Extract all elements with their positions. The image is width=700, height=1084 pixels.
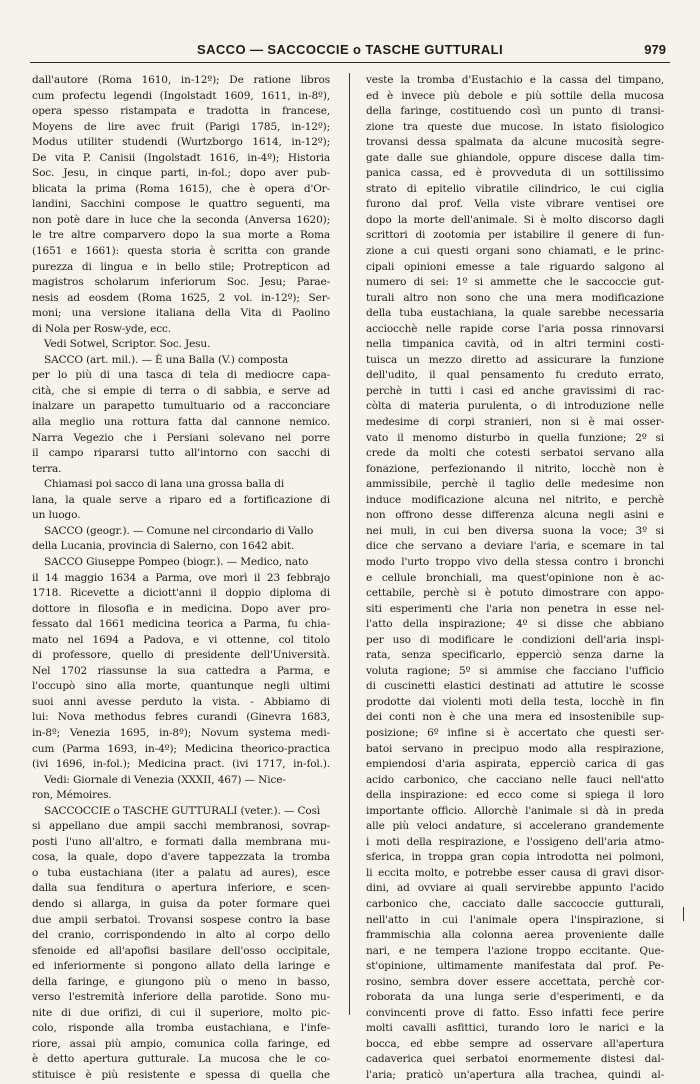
text-line: ed è invece più debole e più sottile della mucosa — [366, 89, 664, 102]
text-line: dottore in filosofia e in medicina. Dopo aver pro- — [32, 602, 330, 615]
text-line: o tuba eustachiana (iter a palatu ad aures), esce — [32, 866, 330, 879]
text-line: De vita P. Canisii (Ingolstadt 1616, in-4º); Historia — [32, 151, 330, 164]
text-line: perchè in tutti i casi ed anche gravissimi di rac- — [366, 384, 664, 397]
text-line: il campo ripararsi tutto all'intorno con sacchi di — [32, 447, 330, 460]
text-line: SACCO Giuseppe Pompeo (biogr.). — Medico, nato — [44, 555, 309, 568]
right-text-column — [366, 73, 664, 1081]
text-line: SACCOCCIE o TASCHE GUTTURALI (veter.). — Così — [44, 804, 321, 817]
text-line: un luogo. — [32, 509, 81, 522]
text-line: l'occupò sino alla morte, quantunque negli ultimi — [32, 680, 330, 693]
text-line: st'opinione, ultimamente manifestata dal prof. Pe- — [366, 960, 664, 973]
text-line: 1718. Ricevette a diciott'anni il doppio diploma di — [32, 587, 330, 600]
text-line: convincenti prove di fatto. Esso infatti fece perire — [366, 1006, 664, 1019]
text-line: in-8º; Venezia 1695, in-8º); Novum systema medi- — [32, 726, 330, 739]
text-line: nite di due orifizi, di cui il superiore, molto pic- — [32, 1006, 330, 1019]
text-line: colo, risponde alla tromba eustachiana, e l'infe- — [32, 1022, 330, 1035]
margin-mark — [683, 907, 684, 921]
text-line: due ampii serbatoi. Trovansi sospese contro la base — [32, 913, 330, 926]
text-line: opera spesso ristampata e tradotta in francese, — [32, 105, 330, 118]
text-line: dini, ad ovviare ai quali servirebbe appunto l'acido — [366, 882, 664, 895]
text-line: lui: Nova methodus febres curandi (Ginevra 1683, — [32, 711, 330, 724]
text-line: prodotte dai violenti moti della testa, locchè in fin — [366, 695, 664, 708]
text-line: alle più veloci andature, si accelerano grandemente — [366, 820, 664, 833]
text-line: cità, che si empie di terra o di sabbia, e serve ad — [32, 384, 330, 397]
text-line: non offrono desse differenza alcuna negli asini e — [366, 509, 664, 522]
text-line: l'atto della inspirazione; 4º si disse che abbiano — [366, 618, 664, 631]
text-line: cettabile, perchè si è potuto dimostrare con appo- — [366, 587, 664, 600]
text-line: frammischia alla colonna aerea proveniente dalle — [366, 929, 664, 942]
text-line: fonazione, perfezionando il nitrito, locchè non è — [366, 462, 664, 475]
text-line: Chiamasi poi sacco di lana una grossa balla di — [44, 478, 285, 491]
text-line: fessato dal 1661 medicina teorica a Parma, fu chia- — [32, 618, 330, 631]
text-line: cum (Parma 1693, in-4º); Medicina theorico-practica — [32, 742, 330, 755]
text-line: i moti della respirazione, e l'ossigeno dell'aria atmo- — [366, 835, 664, 848]
text-line: bocca, ed ebbe sempre ad osservare all'apertura — [366, 1037, 664, 1050]
text-line: cadaverica quei serbatoi enormemente distesi dal- — [366, 1053, 664, 1066]
text-line: il 14 maggio 1634 a Parma, ove morì il 23 febbrajo — [32, 571, 330, 584]
text-line: non potè dare in luce che la seconda (Anversa 1620); — [32, 213, 330, 226]
text-line: posizione; 6º infine si è accertato che questi ser- — [366, 726, 664, 739]
text-line: terra. — [32, 462, 62, 475]
text-line: inalzare un parapetto tumultuario od a racconciare — [32, 400, 330, 413]
text-line: dei conti non è che una mera ed insostenibile sup- — [366, 711, 664, 724]
text-line: stituisce è più resistente e spessa di quella che — [32, 1069, 330, 1081]
text-line: purezza di lingua e in bello stile; Protrepticon ad — [32, 260, 330, 273]
text-line: nell'atto in cui l'animale opera l'inspirazione, si — [366, 913, 664, 926]
text-line: zione a cui questi organi sono chiamati, e le princ- — [366, 245, 664, 258]
text-line: di cuscinetti elastici destinati ad attutire le scosse — [366, 680, 664, 693]
text-line: dall'autore (Roma 1610, in-12º); De ratione libros — [32, 74, 330, 86]
text-line: molti cavalli asfittici, turando loro le narici e la — [366, 1022, 664, 1035]
text-line: medesime di corpi stranieri, non si è mai osser- — [366, 416, 664, 429]
text-line: li eccita molto, e potrebbe esser causa di gravi disor- — [366, 866, 664, 879]
text-line: (ivi 1696, in-fol.); Medicina pract. (ivi 1717, in-fol.). — [32, 758, 330, 771]
text-line: siti esperimenti che l'aria non penetra in esse nel- — [366, 602, 664, 615]
text-line: SACCO (art. mil.). — È una Balla (V.) composta — [44, 353, 288, 366]
text-line: del cranio, corrispondendo in alto al corpo dello — [32, 929, 330, 942]
text-line: numero di sei: 1º si ammette che le saccoccie gut- — [366, 276, 664, 289]
text-line: Modus utiliter studendi (Wurtzborgo 1614, in-12º); — [32, 136, 330, 149]
text-line: dopo la morte dell'animale. Si è molto discorso dagli — [366, 213, 664, 226]
column-divider — [349, 73, 350, 1015]
text-line: roborata da una lunga serie d'esperimenti, e da — [366, 991, 664, 1004]
text-line: nesis ad eosdem (Roma 1625, 2 vol. in-12º); Ser- — [32, 291, 330, 304]
text-line: della Lucania, provincia di Salerno, con 1642 abit. — [32, 540, 295, 553]
text-line: per uso di modificare le condizioni dell'aria inspi- — [366, 633, 664, 646]
text-line: voluta ragione; 5º si ammise che facciano l'ufficio — [366, 664, 664, 677]
text-line: di Nola per Rosw-yde, ecc. — [32, 322, 171, 335]
text-line: Vedi: Giornale di Venezia (XXXII, 467) — Nice- — [44, 773, 286, 786]
text-line: Vedi Sotwel, Scriptor. Soc. Jesu. — [44, 338, 211, 351]
text-line: rosino, sembra dover essere accettata, perchè cor- — [366, 975, 664, 988]
text-line: ed inferiormente si pongono allato della laringe e — [32, 960, 330, 973]
text-line: Nel 1702 riassunse la sua cattedra a Parma, e — [32, 664, 330, 677]
text-line: strato di epitelio vibratile cilindrico, le cui ciglia — [366, 182, 664, 195]
text-line: nella timpanica cavità, od in altri termini costi- — [366, 338, 664, 351]
text-line: empiendosi d'aria aspirata, epperciò carica di gas — [366, 758, 664, 771]
text-line: Soc. Jesu, in cinque parti, in-fol.; dopo aver pub- — [32, 167, 330, 180]
text-line: della faringe, e giungono più o meno in basso, — [32, 975, 330, 988]
text-line: moni; una versione italiana della Vita di Paolino — [32, 307, 330, 320]
text-line: blicata la prima (Roma 1615), che è opera d'Or- — [32, 182, 330, 195]
text-line: acciocchè nelle rapide corse l'aria possa rinnovarsi — [366, 322, 664, 335]
text-line: furono dal prof. Vella viste vibrare ventisei ore — [366, 198, 664, 211]
text-line: Narra Vegezio che i Persiani solevano nel porre — [32, 431, 330, 444]
text-line: di professore, quello di presidente dell'Università. — [32, 649, 330, 662]
text-line: induce modificazione alcuna nel nitrito, e perchè — [366, 493, 664, 506]
text-line: carbonico che, cacciato dalle saccoccie gutturali, — [366, 897, 664, 910]
text-line: della faringe, costituendo così un punto di transi- — [366, 105, 664, 118]
text-line: della inspirazione: ed ecco come si spiega il loro — [366, 789, 664, 802]
text-line: zione tra queste due mucose. In istato fisiologico — [366, 120, 664, 133]
text-line: importante officio. Allorchè l'animale si dà in preda — [366, 804, 664, 817]
text-line: rata, senza specificarlo, epperciò senza darne la — [366, 649, 664, 662]
text-line: cum profectu legendi (Ingolstadt 1609, 1611, in-8º), — [32, 89, 330, 102]
text-line: cosa, la quale, dopo d'avere tappezzata la tromba — [32, 851, 330, 864]
text-line: dendo si allarga, in guisa da poter formare quei — [32, 897, 330, 910]
text-line: acido carbonico, che cacciano nelle fauci nell'atto — [366, 773, 664, 786]
text-line: le tre altre comparvero dopo la sua morte a Roma — [32, 229, 330, 242]
text-line: (1651 e 1661): questa storia è scritta con grande — [32, 245, 330, 258]
text-line: Moyens de lire avec fruit (Parigi 1785, in-12º); — [32, 120, 330, 133]
text-line: si appellano due ampii sacchi membranosi, sovrap- — [32, 820, 330, 833]
text-line: alla meglio una rottura fatta dal cannone nemico. — [32, 416, 330, 429]
running-title: SACCO — SACCOCCIE o TASCHE GUTTURALI — [197, 42, 503, 57]
text-line: cipali opinioni emesse a tale riguardo salgono al — [366, 260, 664, 273]
text-line: è detto apertura gutturale. La mucosa che le co- — [32, 1053, 330, 1066]
text-line: còlta di materia purulenta, o di introduzione nelle — [366, 400, 664, 413]
text-line: suoi anni avesse perduto la vista. - Abbiamo di — [32, 695, 330, 708]
text-line: riore, assai più ampio, comunica colla faringe, ed — [32, 1037, 330, 1050]
text-line: trovansi dessa spalmata da alcune mucosità segre- — [366, 136, 664, 149]
page-number: 979 — [644, 42, 666, 57]
text-line: nari, e ne tempera l'azione troppo eccitante. Que- — [366, 944, 664, 957]
text-line: gate dalle sue ghiandole, oppure discese dalla tim- — [366, 151, 664, 164]
text-line: landini, Sacchini compose le quattro seguenti, ma — [32, 198, 330, 211]
text-line: turali altro non sono che una mera modificazione — [366, 291, 664, 304]
text-line: dell'udito, il qual pensamento fu creduto errato, — [366, 369, 664, 382]
text-line: ron, Mémoires. — [32, 789, 112, 802]
text-line: sferica, in troppa gran copia introdotta nei polmoni, — [366, 851, 664, 864]
text-line: della tuba eustachiana, la quale sarebbe necessaria — [366, 307, 664, 320]
text-line: crede da molti che cotesti serbatoi servano alla — [366, 447, 664, 460]
text-line: batoi servano in precipuo modo alla respirazione, — [366, 742, 664, 755]
text-line: e cellule bronchiali, ma quest'opinione non è ac- — [366, 571, 664, 584]
text-line: dice che servano a deviare l'aria, e scemare in tal — [366, 540, 664, 553]
text-line: veste la tromba d'Eustachio e la cassa del timpano, — [366, 74, 664, 86]
text-line: modo l'urto troppo vivo della stessa contro i bronchi — [366, 555, 664, 568]
text-line: sfenoide ed all'apofisi basilare dell'osso occipitale, — [32, 944, 330, 957]
text-line: SACCO (geogr.). — Comune nel circondario di Vallo — [44, 524, 314, 537]
text-line: ammissibile, perchè il taglio delle medesime non — [366, 478, 664, 491]
text-line: magistros scholarum inferiorum Soc. Jesu; Parae- — [32, 276, 330, 289]
left-text-column — [32, 73, 330, 1081]
text-line: panica cassa, ed è provveduta di un sottilissimo — [366, 167, 664, 180]
text-line: per lo più di una tasca di tela di mediocre capa- — [32, 369, 330, 382]
text-line: l'aria; praticò un'apertura alla trachea, quindi al- — [366, 1069, 664, 1081]
text-line: dalla sua fenditura o apertura inferiore, e scen- — [32, 882, 330, 895]
text-line: nei muli, in cui ben diversa suona la voce; 3º si — [366, 524, 664, 537]
text-line: vato il menomo disturbo in quella funzione; 2º si — [366, 431, 664, 444]
text-line: posti l'uno all'altro, e formati dalla membrana mu- — [32, 835, 330, 848]
text-line: lana, la quale serve a riparo ed a fortificazione di — [32, 493, 330, 506]
text-line: tuisca un mezzo diretto ad assicurare la funzione — [366, 353, 664, 366]
text-line: scrittori di zootomia per istabilire il genere di fun- — [366, 229, 664, 242]
running-header — [30, 40, 670, 63]
text-line: mato nel 1694 a Padova, e vi ottenne, col titolo — [32, 633, 330, 646]
text-line: verso l'estremità inferiore della parotide. Sono mu- — [32, 991, 330, 1004]
